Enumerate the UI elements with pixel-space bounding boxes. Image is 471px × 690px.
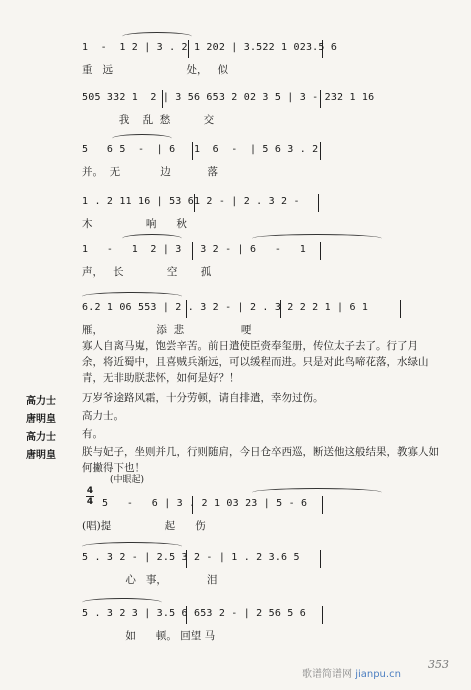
watermark-text: 歌谱简谱网: [302, 669, 352, 680]
lyrics: 重 远 处， 似: [82, 64, 228, 76]
prose-line: 余，将近蜀中，且喜贼兵渐远，可以缓程而进。只是对此鸟啼花落，水绿山: [82, 356, 429, 368]
lyrics: 声， 长 空 孤: [82, 266, 212, 278]
notation: 1 - 1 2 | 3 . 2 1 202 | 3.522 1 023.5 6: [82, 42, 338, 53]
speaker-name: 唐明皇: [26, 414, 56, 425]
notation: 1 - 1 2 | 3 3 2 - | 6 - 1: [82, 244, 306, 255]
score-line: [82, 298, 442, 336]
speaker-name: 高力士: [26, 396, 56, 407]
watermark: [302, 665, 401, 680]
lyrics: 心 事， 泪: [82, 574, 218, 586]
score-line: [82, 494, 442, 532]
lyrics: 木 响 秋: [82, 218, 187, 230]
lyrics: (唱)提 起 伤: [82, 520, 206, 532]
prose-line: 寡人自离马嵬，饱尝辛苦。前日遣使臣赍奉玺册，传位太子去了。行了月: [82, 340, 418, 352]
notation: 5 . 3 2 - | 2.5 3 2 - | 1 . 2 3.6 5: [82, 552, 300, 563]
speaker-name: 高力士: [26, 432, 56, 443]
slur: [122, 32, 192, 41]
time-signature-bottom: 4: [86, 497, 94, 507]
slur: [82, 598, 162, 607]
lyrics: 并。 无 边 落: [82, 166, 218, 178]
score-line: [82, 38, 442, 76]
slur: [252, 488, 382, 497]
speech-text: 何撇得下也！: [82, 462, 145, 474]
speech-text: 朕与妃子，坐则并几，行则随肩，今日仓卒西巡，断送他这般结果，教寡人如: [82, 446, 439, 458]
notation: 505 332 1 2 | 3 56 653 2 02 3 5 | 3 - 232 1 16: [82, 92, 375, 103]
tempo-marking: (中眼起): [110, 475, 145, 485]
lyrics: 我 乱 愁 交: [82, 114, 215, 126]
speech-text: 万岁爷途路风霜，十分劳顿，请自排遣，幸勿过伤。: [82, 392, 324, 404]
score-line: [82, 548, 442, 586]
score-line: [82, 140, 442, 178]
slur: [122, 234, 182, 243]
prose-block: [82, 338, 442, 386]
score-line: [82, 240, 442, 278]
prose-line: 青，无非助朕悲怀，如何是好？！: [82, 372, 240, 384]
page-number: 353: [428, 658, 449, 671]
speech-text: 有。: [82, 428, 103, 440]
notation: 5 - 6 | 3 . 2 1 03 23 | 5 - 6: [102, 498, 308, 509]
speaker-name: 唐明皇: [26, 450, 56, 461]
time-signature-top: 4: [86, 486, 94, 496]
notation: 5 6 5 - | 6 1 6 - | 5 6 3 . 2: [82, 144, 319, 155]
slur: [82, 292, 182, 301]
speech-text: 高力士。: [82, 410, 124, 422]
lyrics: 雁， 添 悲 哽: [82, 324, 252, 336]
notation: 6.2 1 06 553 | 2 . 3 2 - | 2 . 3 2 2 2 1 | 6 1: [82, 302, 369, 313]
score-line: [82, 604, 442, 642]
slur: [252, 234, 382, 243]
notation: 5 . 3 2 3 | 3.5 6 653 2 - | 2 56 5 6: [82, 608, 306, 619]
watermark-brand: jianpu.cn: [355, 669, 401, 680]
lyrics: 如 顿。 回望 马: [82, 630, 216, 642]
slur: [112, 134, 172, 143]
slur: [82, 542, 182, 551]
score-line: [82, 192, 442, 230]
notation: 1 . 2 11 16 | 53 61 2 - | 2 . 3 2 -: [82, 196, 300, 207]
score-line: [82, 88, 442, 126]
